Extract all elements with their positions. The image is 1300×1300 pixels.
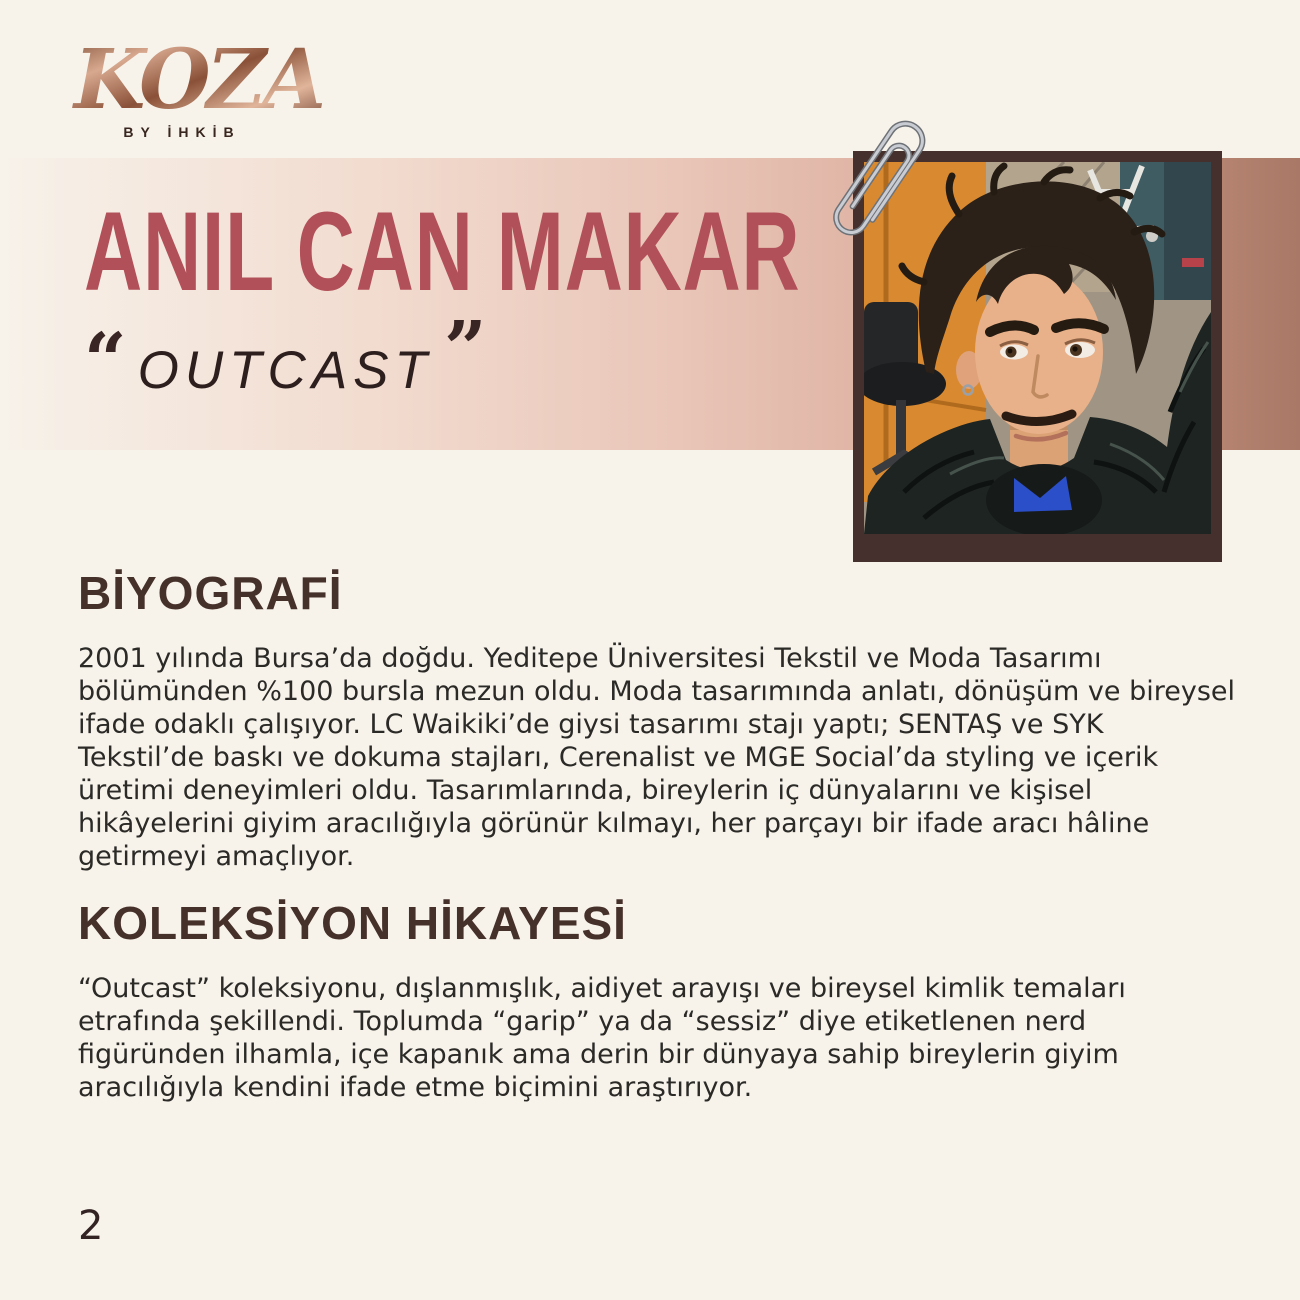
biography-section: [78, 566, 1238, 873]
collection-quote: [84, 306, 487, 404]
designer-photo: [853, 151, 1222, 562]
collection-story-text: “Outcast” koleksiyonu, dışlanmışlık, aidiyet arayışı ve bireysel kimlik temaları etrafında şekillendi. Toplumda “garip” ya da “sessiz” diye etiketlenen nerd figüründen ilhamla, içe kapanık ama derin bir dünyaya sahip bireylerin giyim aracılığıyla kendini ifade etme biçimini araştırıyor.: [78, 973, 1126, 1103]
collection-story-section: [78, 896, 1238, 1104]
logo-brand-text: KOZA: [74, 34, 322, 128]
koza-logo-icon: [72, 34, 322, 130]
brand-logo: [72, 34, 322, 140]
logo-subtitle: BY İHKİB: [123, 124, 241, 140]
designer-portrait-illustration: [864, 162, 1211, 534]
biography-text: 2001 yılında Bursa’da doğdu. Yeditepe Üniversitesi Tekstil ve Moda Tasarımı bölümünden %100 bursla mezun oldu. Moda tasarımında anlatı, dönüşüm ve bireysel ifade odaklı çalışıyor. LC Waikiki’de giysi tasarımı stajı yaptı; SENTAŞ ve SYK Tekstil’de baskı ve dokuma stajları, Cerenalist ve MGE Social’da styling ve içerik üretimi deneyimleri oldu. Tasarımlarında, bireylerin iç dünyalarını ve kişisel hikâyelerini giyim aracılığıyla görünür kılmayı, her parçayı bir ifade aracı hâline getirmeyi amaçlıyor.: [78, 643, 1235, 872]
biography-heading: BİYOGRAFİ: [78, 567, 343, 619]
collection-name: OUTCAST: [137, 341, 433, 400]
close-quote-mark: ”: [444, 306, 487, 392]
open-quote-mark: “: [84, 318, 127, 404]
page-number: 2: [78, 1203, 104, 1249]
collection-story-heading: KOLEKSİYON HİKAYESİ: [78, 897, 627, 949]
designer-name-text: ANIL CAN MAKAR: [84, 189, 801, 314]
